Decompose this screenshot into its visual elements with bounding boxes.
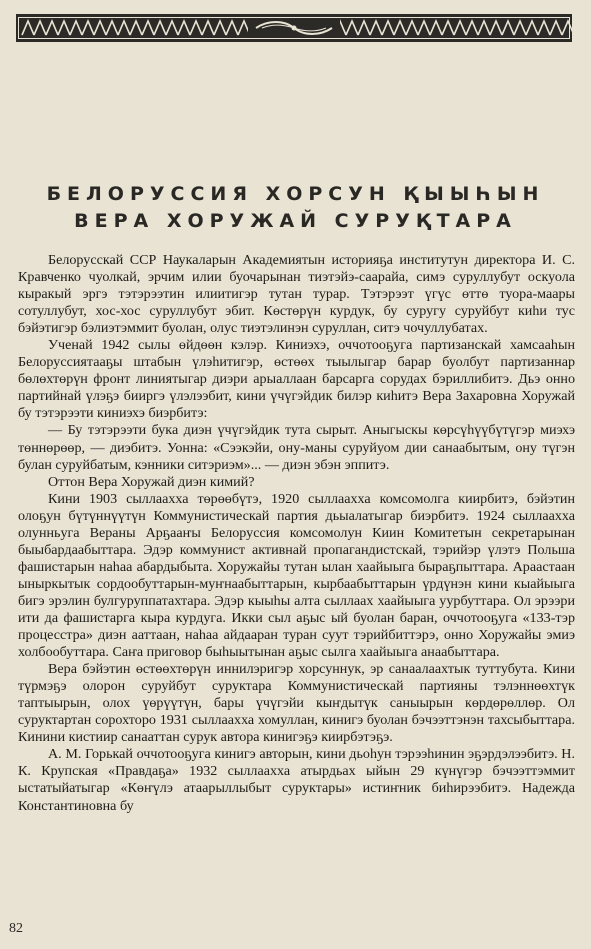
paragraph: Ученай 1942 сылы өйдөөн кэлэр. Киниэхэ, оччотооҕуга партизанскай хамсааһын Белоруссиятааҕы штабын үлэһитигэр, өстөөх тыылыгар барар буолбут партизаннар бөлөхтөрүн фронт линиятыгар диэри арыаллаан барсарга сорудах бэриллибитэ. Дьэ онно партийнай үлэҕэ бииргэ үлэлээбит, кини үчүгэйдик билэр киһитэ Вера Захаровна Хоружай бу тэтэрээти киниэхэ биэрбитэ:	[18, 337, 575, 422]
article-title-line-2: ВЕРА ХОРУЖАЙ СУРУҚТАРА	[74, 210, 517, 232]
header-ornament-band	[16, 14, 572, 42]
article-title-line-1: БЕЛОРУССИЯ ХОРСУН ҚЫЫҺЫН	[46, 183, 545, 205]
paragraph: Вера бэйэтин өстөөхтөрүн иннилэригэр хорсуннук, эр санаалаахтык туттубута. Кини түрмэҕэ олорон суруйбут суруктара Коммунистическай партияны тэлэннөөхтүк таптыырын, олох үөрүүтүн, бары үчүгэйи кыҥдытүк саныырын көрдөрөллөр. Ол суруктартан сорохторо 1931 сыллаахха хомуллан, кинигэ буолан бэчээттэнэн тахсыбыттара. Кинини кистиир санааттан сурук автора кинигэҕэ киирбэтэҕэ.	[18, 661, 575, 746]
paragraph: Кини 1903 сыллаахха төрөөбүтэ, 1920 сыллаахха комсомолга киирбитэ, бэйэтин олоҕун бүтүннүүтүн Коммунистическай партия дьыалатыгар биэрбитэ. 1924 сыллаахха олунньуга Вераны Арҕааҥы Белоруссия комсомолун Киин Комитетын секретарынан быыбардаабыттара. Эдэр коммунист активнай пропагандистскай, тэрийэр үлэтэ Польша фашистарын наһаа абардыбыта. Хоружайы тутан ылан хаайыыга быраҕпыттара. Араастаан ыныркытык сордообуттарын-муҥнаабыттарын, кырбаабыттарын үрдүнэн кини кыайыыга бигэ эрэлин булгуруппатахтара. Эдэр кыыһы алта сыллаах хаайыыга уурбуттара. Ол эрээри ити да фашистарга кыра курдуга. Икки сыл аҕыс ый буолан баран, оччотооҕуга «133-тэр процесстра» диэн ааттаан, наһаа айдааран туран суут тэрийбиттэрэ, онно Хоружайы эмиэ холбообуттара. Саҥа приговор быһыытынан аҕыс сылга хаайыыга анаабыттара.	[18, 490, 575, 661]
paragraph: Оттон Вера Хоружай диэн кимий?	[48, 473, 255, 490]
page-number: 82	[9, 921, 23, 936]
paragraph: Белорусскай ССР Наукаларын Академиятын историяҕа институтун директора И. С. Кравченко чуолкай, эрчим илии буочарынан тиэтэйэ-саарайа, симэ суруллубут оскуола кыракый эргэ тэтэрээтин илиитигэр тутан турар. Тэтэрээт үгүс өттө туора-маары сотуллубут, хос-хос суруллубут эбит. Көстөрүн курдук, бу суругу суруйбут киһи тус бэйэтигэр бэлиэтэммит буолан, олус тиэтэлинэн суруллан, ситэ чочуллубатах.	[18, 252, 575, 337]
paragraph: — Бу тэтэрээти бука диэн үчүгэйдик тута сырыт. Аныгыскы көрсүһүүбүтүгэр миэхэ төннөрөөр, — диэбитэ. Уонна: «Сээкэйи, ону-маны суруйуом дии санаабытым, ону түгэн булан суруйбатым, кэнники ситэриэм»... — диэн эбэн эппитэ.	[18, 422, 575, 473]
article-body	[18, 252, 575, 815]
paragraph: А. М. Горькай оччотооҕуга кинигэ авторын, кини дьоһун тэрээһинин эҕэрдэлээбитэ. Н. К. Крупская «Правдаҕа» 1932 сыллаахха атырдьах ыйын 29 күнүгэр бэчээттэммит ыстатыйатыгар «Көҥүлэ атаарыллыбыт суруктары» истиҥник биһирээбитэ. Надежда Константиновна бу	[18, 746, 575, 814]
